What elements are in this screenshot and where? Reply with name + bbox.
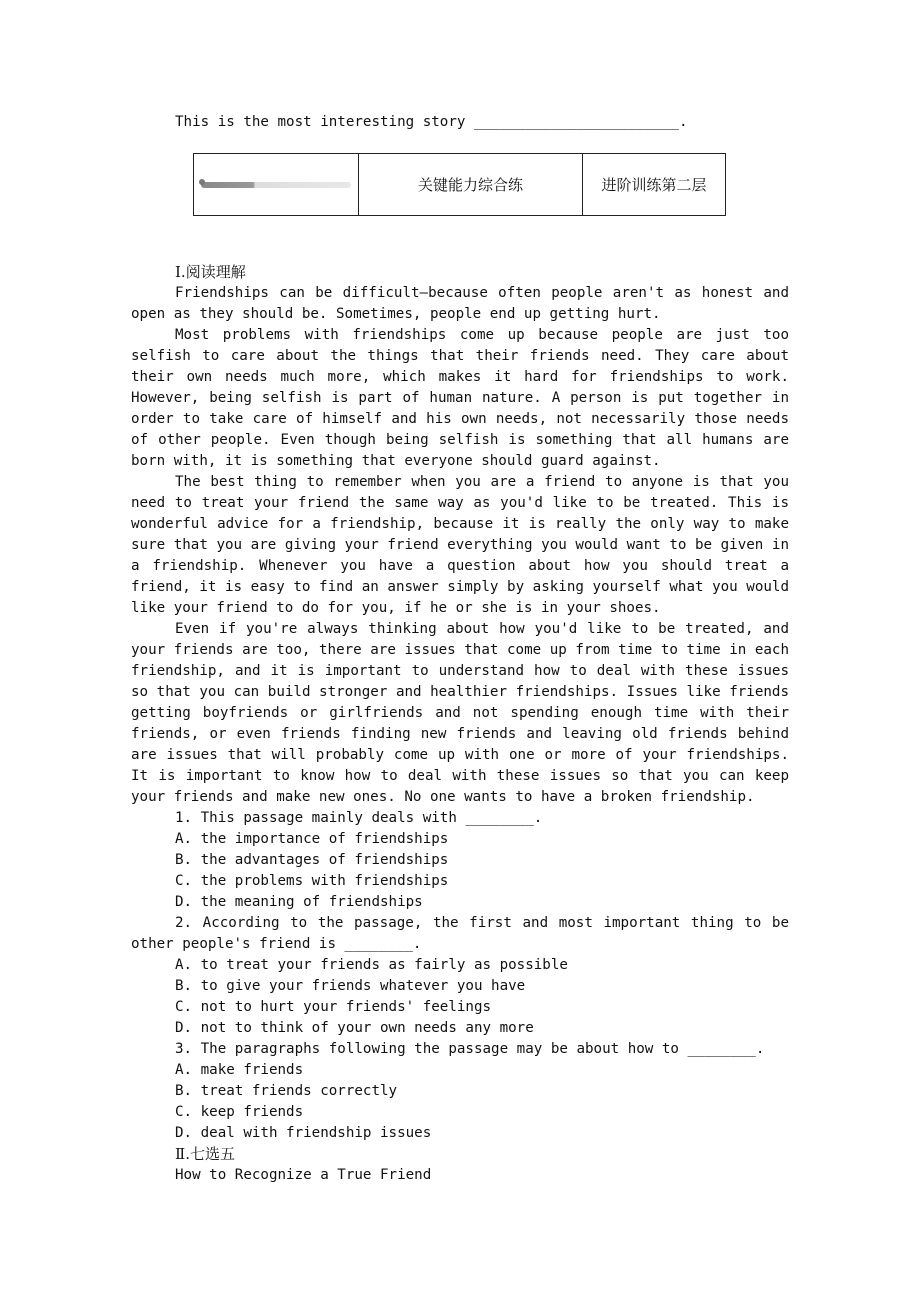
question-stem: 3. The paragraphs following the passage may be about how to ________. [175, 1041, 765, 1057]
exercise-body [131, 262, 789, 1186]
answer-option: C. the problems with friendships [175, 873, 449, 889]
answer-option: C. not to hurt your friends' feelings [175, 999, 492, 1015]
answer-option: D. the meaning of friendships [175, 894, 423, 910]
answer-option: D. deal with friendship issues [175, 1125, 432, 1141]
paragraph: Most problems with friendships come up because people are just too selfish to care about the things that their friends need. They care about their own needs much more, which makes it hard for friendships to work. However, being selfish is part of human nature. A person is put together in order to take care of himself and his own needs, not necessarily those needs of other people. Even though being selfish is something that all humans are born with, it is something that everyone should guard against. [131, 327, 789, 469]
answer-option: A. make friends [175, 1062, 304, 1078]
answer-option: A. the importance of friendships [175, 831, 449, 847]
paragraph: Even if you're always thinking about how you'd like to be treated, and your friends are too, there are issues that come up from time to time in each friendship, and it is important to understand how to deal with these issues so that you can build stronger and healthier friendships. Issues like friends getting boyfriends or girlfriends and not spending enough time with their friends, or even friends finding new friends and leaving old friends behind are issues that will probably come up with one or more of your friendships. It is important to know how to deal with these issues so that you can keep your friends and make new ones. No one wants to have a broken friendship. [131, 621, 789, 805]
answer-option: B. to give your friends whatever you have [175, 978, 526, 994]
intro-sentence: This is the most interesting story ________________________. [175, 114, 688, 130]
section-banner [193, 153, 726, 216]
answer-option: D. not to think of your own needs any more [175, 1020, 534, 1036]
paragraph: Friendships can be difficult—because often people aren't as honest and open as they should be. Sometimes, people end up getting hurt. [131, 285, 789, 322]
answer-option: A. to treat your friends as fairly as possible [175, 957, 568, 973]
banner-left-label: 关键能力综合练 [359, 154, 583, 215]
passage-title: How to Recognize a True Friend [175, 1167, 432, 1183]
answer-option: C. keep friends [175, 1104, 304, 1120]
section-heading: Ⅰ.阅读理解 [175, 263, 246, 281]
question-stem: 1. This passage mainly deals with ________. [175, 810, 543, 826]
progress-bar-icon [201, 182, 351, 188]
banner-right-label: 进阶训练第二层 [601, 176, 707, 194]
answer-option: B. treat friends correctly [175, 1083, 398, 1099]
intro-block [131, 112, 789, 133]
banner-decoration [194, 154, 359, 215]
question-stem: 2. According to the passage, the first and most important thing to be other people's friend is ________. [131, 915, 789, 952]
section-heading: Ⅱ.七选五 [175, 1145, 235, 1163]
answer-option: B. the advantages of friendships [175, 852, 449, 868]
paragraph: The best thing to remember when you are a friend to anyone is that you need to treat your friend the same way as you'd like to be treated. This is wonderful advice for a friendship, because it is really the only way to make sure that you are giving your friend everything you would want to be given in a friendship. Whenever you have a question about how you should treat a friend, it is easy to find an answer simply by asking yourself what you would like your friend to do for you, if he or she is in your shoes. [131, 474, 789, 616]
